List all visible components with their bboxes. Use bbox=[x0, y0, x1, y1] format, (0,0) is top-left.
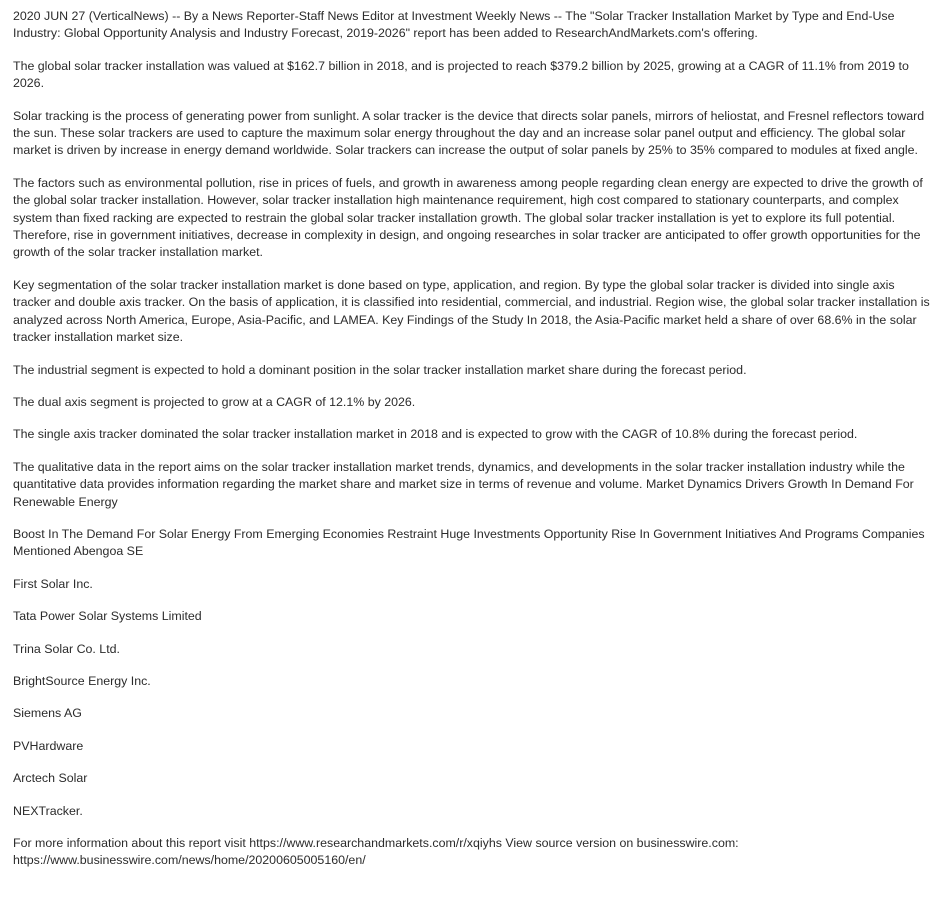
company-brightsource: BrightSource Energy Inc. bbox=[13, 673, 151, 688]
company-trina-solar: Trina Solar Co. Ltd. bbox=[13, 641, 120, 656]
paragraph-qualitative-data: The qualitative data in the report aims on the solar tracker installation market trends, dynamics, and developments in the solar tracker installation industry while the quantitative data provides information regarding the market share and market size in terms of revenue and volume. Market Dynamics Drivers Growth In Demand For Renewable Energy bbox=[13, 459, 914, 509]
paragraph-market-value: The global solar tracker installation was valued at $162.7 billion in 2018, and is projected to reach $379.2 billion by 2025, growing at a CAGR of 11.1% from 2019 to 2026. bbox=[13, 58, 909, 91]
paragraph-dual-axis: The dual axis segment is projected to grow at a CAGR of 12.1% by 2026. bbox=[13, 394, 416, 409]
company-tata-power: Tata Power Solar Systems Limited bbox=[13, 609, 202, 624]
company-first-solar: First Solar Inc. bbox=[13, 576, 93, 591]
company-siemens: Siemens AG bbox=[13, 706, 82, 721]
company-nextracker: NEXTracker. bbox=[13, 803, 83, 818]
company-arctech: Arctech Solar bbox=[13, 771, 88, 786]
paragraph-boost-demand: Boost In The Demand For Solar Energy From Emerging Economies Restraint Huge Investments Opportunity Rise In Government Initiatives And Programs Companies Mentioned Abengoa SE bbox=[13, 526, 925, 559]
paragraph-industrial-segment: The industrial segment is expected to hold a dominant position in the solar tracker installation market share during the forecast period. bbox=[13, 362, 747, 377]
paragraph-single-axis: The single axis tracker dominated the solar tracker installation market in 2018 and is expected to grow with the CAGR of 10.8% during the forecast period. bbox=[13, 427, 858, 442]
paragraph-intro: 2020 JUN 27 (VerticalNews) -- By a News Reporter-Staff News Editor at Investment Weekly News -- The "Solar Tracker Installation Market by Type and End-Use Industry: Global Opportunity Analysis and Industry Forecast, 2019-2026" report has been added to ResearchAndMarkets.com's offering. bbox=[13, 9, 895, 41]
paragraph-solar-tracking: Solar tracking is the process of generating power from sunlight. A solar tracker is the device that directs solar panels, mirrors of heliostat, and Fresnel reflectors toward the sun. These solar trackers are used to capture the maximum solar energy throughout the day and an increase solar panel output and efficiency. The global solar market is driven by increase in energy demand worldwide. Solar trackers can increase the output of solar panels by 25% to 35% compared to modules at fixed angle. bbox=[13, 108, 925, 158]
paragraph-more-info: For more information about this report visit https://www.researchandmarkets.com/r/xqiyhs View source version on businesswire.com: https://www.businesswire.com/news/home/20200605005160/en/ bbox=[13, 836, 739, 868]
paragraph-segmentation: Key segmentation of the solar tracker installation market is done based on type, application, and region. By type the global solar tracker is divided into single axis tracker and double axis tracker. On the basis of application, it is classified into residential, commercial, and industrial. Region wise, the global solar tracker installation is analyzed across North America, Europe, Asia-Pacific, and LAMEA. Key Findings of the Study In 2018, the Asia-Pacific market held a share of over 68.6% in the solar tracker installation market size. bbox=[13, 277, 930, 345]
company-pvhardware: PVHardware bbox=[13, 738, 84, 753]
paragraph-factors: The factors such as environmental pollution, rise in prices of fuels, and growth in awareness among people regarding clean energy are expected to drive the growth of the global solar tracker installation. However, solar tracker installation high maintenance requirement, high cost compared to stationary counterparts, and complex system than fixed racking are expected to restrain the global solar tracker installation growth. The global solar tracker installation is yet to explore its full potential. Therefore, rise in government initiatives, decrease in complexity in design, and ongoing researches in solar tracker are anticipated to offer growth opportunities for the growth of the solar tracker installation market. bbox=[13, 175, 923, 260]
